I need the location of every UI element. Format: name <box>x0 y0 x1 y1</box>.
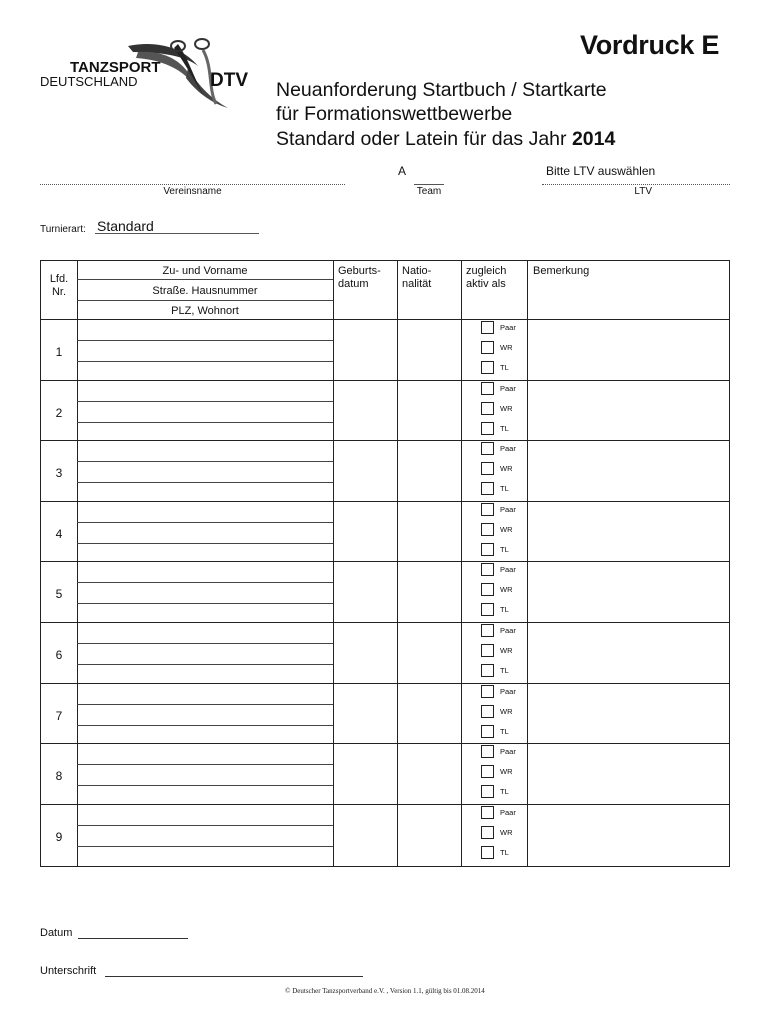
ltv-label: LTV <box>634 186 652 197</box>
checkbox-label: Paar <box>500 565 516 575</box>
city-input[interactable] <box>79 666 331 681</box>
birthdate-input[interactable] <box>335 321 395 377</box>
row-sub-line <box>77 582 333 583</box>
row-sub-line <box>77 461 333 462</box>
remark-input[interactable] <box>529 745 727 801</box>
checkbox-wr[interactable] <box>481 826 494 839</box>
row-separator <box>41 380 729 381</box>
tournament-type-input[interactable]: Standard <box>97 218 154 234</box>
date-label: Datum <box>40 927 73 939</box>
checkbox-wr[interactable] <box>481 644 494 657</box>
name-input[interactable] <box>79 442 331 460</box>
checkbox-tl[interactable] <box>481 603 494 616</box>
row-separator <box>41 683 729 684</box>
nationality-input[interactable] <box>399 442 459 498</box>
checkbox-label: TL <box>500 423 509 433</box>
row-sub-line <box>77 704 333 705</box>
col-divider <box>461 261 462 866</box>
checkbox-tl[interactable] <box>481 785 494 798</box>
nationality-input[interactable] <box>399 624 459 680</box>
checkbox-wr[interactable] <box>481 523 494 536</box>
checkbox-tl[interactable] <box>481 846 494 859</box>
logo-text-tanzsport: TANZSPORT <box>70 59 161 76</box>
row-sub-line <box>77 725 333 726</box>
checkbox-label: TL <box>500 544 509 554</box>
row-sub-line <box>77 401 333 402</box>
row-sub-line <box>77 361 333 362</box>
birthdate-input[interactable] <box>335 442 395 498</box>
club-name-input[interactable] <box>40 166 345 184</box>
street-input[interactable] <box>79 524 331 542</box>
checkbox-paar[interactable] <box>481 806 494 819</box>
checkbox-paar[interactable] <box>481 685 494 698</box>
street-input[interactable] <box>79 584 331 602</box>
col-divider <box>527 261 528 866</box>
copyright-notice: © Deutscher Tanzsportverband e.V. , Version 1.1, gültig bis 01.08.2014 <box>285 987 485 995</box>
row-separator <box>41 743 729 744</box>
row-separator <box>41 561 729 562</box>
city-input[interactable] <box>79 605 331 620</box>
birthdate-input[interactable] <box>335 745 395 801</box>
checkbox-label: TL <box>500 605 509 615</box>
nationality-input[interactable] <box>399 806 459 862</box>
checkbox-label: Paar <box>500 444 516 454</box>
row-number: 6 <box>55 648 63 662</box>
tournament-type-label: Turnierart: <box>40 224 86 235</box>
club-name-line <box>40 184 345 185</box>
club-name-label: Vereinsname <box>163 186 222 197</box>
row-number: 3 <box>55 466 63 481</box>
team-line <box>414 184 444 185</box>
row-separator <box>41 804 729 805</box>
checkbox-label: WR <box>500 767 513 777</box>
name-input[interactable] <box>79 503 331 521</box>
date-input[interactable] <box>78 938 188 939</box>
header-name: Zu- und Vorname <box>162 265 248 277</box>
checkbox-paar[interactable] <box>481 442 494 455</box>
checkbox-label: Paar <box>500 626 516 635</box>
header-sub-line <box>77 279 333 280</box>
name-input[interactable] <box>79 745 331 763</box>
row-sub-line <box>77 422 333 423</box>
checkbox-tl[interactable] <box>481 543 494 556</box>
checkbox-label: WR <box>500 827 513 837</box>
row-sub-line <box>77 522 333 523</box>
nationality-input[interactable] <box>399 382 459 438</box>
remark-input[interactable] <box>529 321 727 377</box>
street-input[interactable] <box>79 463 331 481</box>
city-input[interactable] <box>79 848 331 863</box>
checkbox-label: TL <box>500 484 509 494</box>
name-input[interactable] <box>79 806 331 824</box>
header-city: PLZ, Wohnort <box>171 305 239 317</box>
col-divider <box>77 261 78 866</box>
city-input[interactable] <box>79 424 331 439</box>
checkbox-paar[interactable] <box>481 382 494 395</box>
ltv-select[interactable]: Bitte LTV auswählen <box>546 164 656 178</box>
row-number: 9 <box>55 829 63 844</box>
checkbox-label: Paar <box>500 383 516 393</box>
name-input[interactable] <box>79 563 331 581</box>
nationality-input[interactable] <box>399 685 459 741</box>
tournament-type-line <box>95 233 259 234</box>
checkbox-label: WR <box>500 585 513 595</box>
checkbox-label: WR <box>500 343 513 352</box>
ltv-line <box>542 184 730 185</box>
header-active-as: zugleich aktiv als <box>466 265 507 290</box>
header-sub-line <box>77 300 333 301</box>
logo-text-deutschland: DEUTSCHLAND <box>40 74 138 89</box>
row-sub-line <box>77 482 333 483</box>
birthdate-input[interactable] <box>335 382 395 438</box>
row-number: 5 <box>55 587 63 602</box>
header-remark: Bemerkung <box>533 265 590 277</box>
logo-text-dtv: DTV <box>210 70 248 91</box>
birthdate-input[interactable] <box>335 624 395 680</box>
row-number: 7 <box>55 708 63 723</box>
row-sub-line <box>77 603 333 604</box>
checkbox-wr[interactable] <box>481 462 494 475</box>
team-label: Team <box>416 186 442 197</box>
row-sub-line <box>77 643 333 644</box>
participants-table <box>40 260 730 867</box>
nationality-input[interactable] <box>399 745 459 801</box>
checkbox-paar[interactable] <box>481 503 494 516</box>
checkbox-tl[interactable] <box>481 422 494 435</box>
checkbox-wr[interactable] <box>481 402 494 415</box>
remark-input[interactable] <box>529 503 727 559</box>
form-id: Vordruck E <box>580 30 720 60</box>
row-number: 2 <box>55 405 63 420</box>
checkbox-wr[interactable] <box>481 583 494 596</box>
city-input[interactable] <box>79 363 331 378</box>
checkbox-paar[interactable] <box>481 745 494 758</box>
header-birthdate: Geburts- datum <box>338 265 381 290</box>
signature-label: Unterschrift <box>40 965 97 977</box>
checkbox-label: WR <box>500 403 513 413</box>
birthdate-input[interactable] <box>335 685 395 741</box>
row-number: 1 <box>55 345 63 359</box>
city-input[interactable] <box>79 727 331 742</box>
checkbox-paar[interactable] <box>481 321 494 334</box>
birthdate-input[interactable] <box>335 503 395 559</box>
remark-input[interactable] <box>529 382 727 438</box>
checkbox-label: Paar <box>500 747 516 757</box>
checkbox-label: TL <box>500 363 509 372</box>
row-sub-line <box>77 846 333 847</box>
checkbox-paar[interactable] <box>481 563 494 576</box>
row-sub-line <box>77 764 333 765</box>
remark-input[interactable] <box>529 685 727 741</box>
header-nationality: Natio- nalität <box>402 265 432 290</box>
checkbox-label: WR <box>500 464 513 474</box>
street-input[interactable] <box>79 403 331 421</box>
street-input[interactable] <box>79 827 331 845</box>
team-input[interactable]: A <box>398 164 407 178</box>
checkbox-label: TL <box>500 726 509 736</box>
city-input[interactable] <box>79 787 331 802</box>
nationality-input[interactable] <box>399 563 459 619</box>
heading-line-3: Standard oder Latein für das Jahr 2014 <box>276 128 616 150</box>
heading-line-1: Neuanforderung Startbuch / Startkarte <box>276 79 607 101</box>
checkbox-paar[interactable] <box>481 624 494 637</box>
checkbox-label: TL <box>500 847 509 857</box>
remark-input[interactable] <box>529 806 727 862</box>
signature-input[interactable] <box>105 976 363 977</box>
row-separator <box>41 622 729 623</box>
row-separator <box>41 440 729 441</box>
remark-input[interactable] <box>529 442 727 498</box>
checkbox-label: TL <box>500 787 509 797</box>
dtv-logo <box>38 38 260 118</box>
nationality-input[interactable] <box>399 503 459 559</box>
checkbox-label: Paar <box>500 323 516 332</box>
col-divider <box>333 261 334 866</box>
birthdate-input[interactable] <box>335 563 395 619</box>
name-input[interactable] <box>79 382 331 400</box>
name-input[interactable] <box>79 685 331 703</box>
row-separator <box>41 319 729 320</box>
name-input[interactable] <box>79 624 331 642</box>
street-input[interactable] <box>79 645 331 663</box>
nationality-input[interactable] <box>399 321 459 377</box>
row-sub-line <box>77 825 333 826</box>
checkbox-label: WR <box>500 706 513 716</box>
birthdate-input[interactable] <box>335 806 395 862</box>
header-street: Straße. Hausnummer <box>152 285 258 297</box>
row-sub-line <box>77 340 333 341</box>
checkbox-tl[interactable] <box>481 361 494 374</box>
header-nr: Lfd. Nr. <box>49 273 69 298</box>
checkbox-wr[interactable] <box>481 765 494 778</box>
row-sub-line <box>77 785 333 786</box>
heading-year: 2014 <box>571 128 616 150</box>
street-input[interactable] <box>79 706 331 724</box>
street-input[interactable] <box>79 342 331 360</box>
checkbox-label: Paar <box>500 686 516 696</box>
row-number: 8 <box>55 769 63 784</box>
checkbox-label: WR <box>500 646 513 655</box>
checkbox-wr[interactable] <box>481 341 494 354</box>
checkbox-tl[interactable] <box>481 725 494 738</box>
checkbox-tl[interactable] <box>481 482 494 495</box>
col-divider <box>397 261 398 866</box>
checkbox-label: TL <box>500 666 509 675</box>
name-input[interactable] <box>79 321 331 339</box>
city-input[interactable] <box>79 545 331 560</box>
checkbox-label: Paar <box>500 807 516 817</box>
checkbox-tl[interactable] <box>481 664 494 677</box>
remark-input[interactable] <box>529 563 727 619</box>
street-input[interactable] <box>79 766 331 784</box>
remark-input[interactable] <box>529 624 727 680</box>
checkbox-label: Paar <box>500 504 516 514</box>
row-sub-line <box>77 543 333 544</box>
heading-line-2: für Formationswettbewerbe <box>276 103 513 125</box>
checkbox-wr[interactable] <box>481 705 494 718</box>
city-input[interactable] <box>79 484 331 499</box>
row-separator <box>41 501 729 502</box>
row-number: 4 <box>55 526 63 541</box>
row-sub-line <box>77 664 333 665</box>
checkbox-label: WR <box>500 524 513 534</box>
